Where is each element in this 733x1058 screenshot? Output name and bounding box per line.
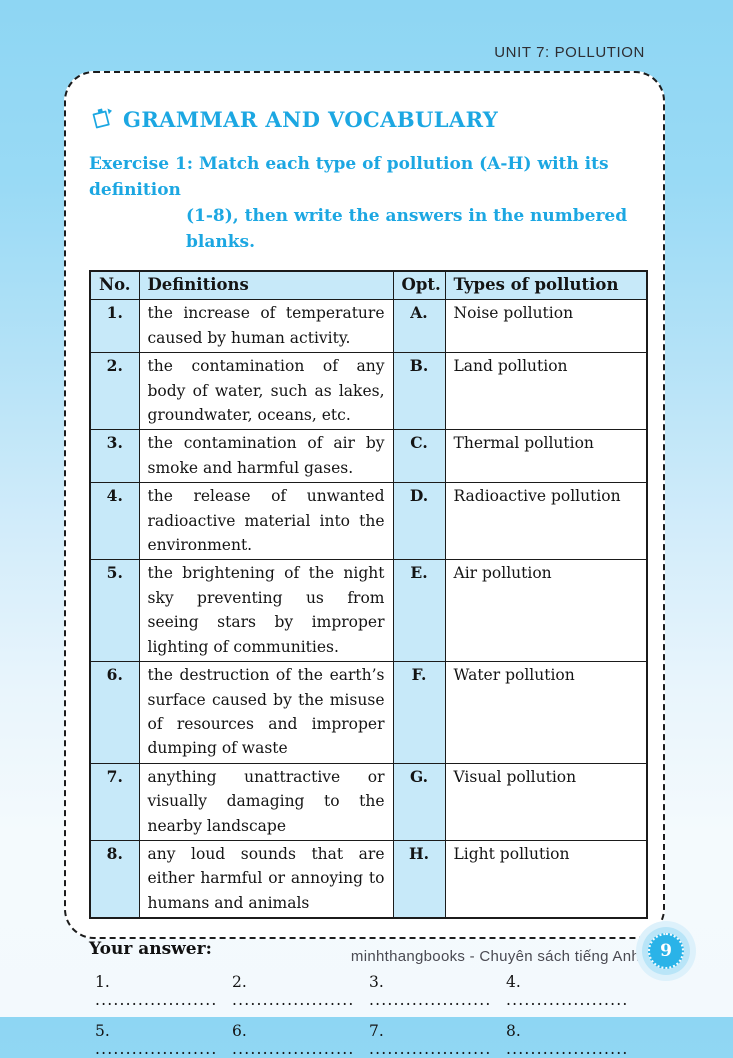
- table-row: [90, 430, 647, 483]
- matching-table: [89, 270, 648, 919]
- exercise-instruction-line1: Exercise 1: Match each type of pollution (A-H) with its definition: [89, 154, 609, 200]
- pollution-type-cell: Light pollution: [445, 840, 647, 918]
- header-opt: Opt.: [393, 271, 445, 300]
- row-number: 8.: [90, 840, 139, 918]
- definition-cell: anything unattractive or visually damaging to the nearby landscape: [139, 763, 393, 840]
- option-letter: G.: [393, 763, 445, 840]
- row-number: 5.: [90, 560, 139, 662]
- section-title: GRAMMAR AND VOCABULARY: [123, 107, 499, 132]
- answer-number: 2.: [232, 973, 247, 992]
- pollution-type-cell: Noise pollution: [445, 300, 647, 353]
- option-letter: B.: [393, 353, 445, 430]
- definition-cell: the brightening of the night sky preventing us from seeing stars by improper lighting of communities.: [139, 560, 393, 662]
- pollution-type-cell: Radioactive pollution: [445, 483, 647, 560]
- section-title-row: [89, 105, 643, 134]
- option-letter: F.: [393, 662, 445, 764]
- answer-dotted-line: ....................: [232, 991, 355, 1010]
- table-row: [90, 560, 647, 662]
- page-number-badge: 9: [648, 933, 684, 969]
- exercise-instructions: [89, 151, 643, 255]
- answer-dotted-line: ....................: [506, 991, 629, 1010]
- publisher-footer: minhthangbooks - Chuyên sách tiếng Anh: [350, 948, 640, 965]
- pollution-type-cell: Water pollution: [445, 662, 647, 764]
- option-letter: E.: [393, 560, 445, 662]
- answer-blank-2: [232, 973, 369, 1009]
- header-types: Types of pollution: [445, 271, 647, 300]
- definition-cell: the contamination of air by smoke and harmful gases.: [139, 430, 393, 483]
- unit-header: UNIT 7: POLLUTION: [494, 44, 645, 61]
- answer-number: 4.: [506, 973, 521, 992]
- table-row: [90, 840, 647, 918]
- answer-blank-4: [506, 973, 643, 1009]
- answer-dotted-line: ....................: [369, 991, 492, 1010]
- header-no: No.: [90, 271, 139, 300]
- row-number: 2.: [90, 353, 139, 430]
- answer-blank-3: [369, 973, 506, 1009]
- table-header-row: [90, 271, 647, 300]
- definition-cell: any loud sounds that are either harmful or annoying to humans and animals: [139, 840, 393, 918]
- definition-cell: the destruction of the earth’s surface caused by the misuse of resources and improper dumping of waste: [139, 662, 393, 764]
- pollution-type-cell: Land pollution: [445, 353, 647, 430]
- table-row: [90, 662, 647, 764]
- answer-number: 5.: [95, 1022, 110, 1041]
- pollution-type-cell: Air pollution: [445, 560, 647, 662]
- answer-blank-5: [95, 1022, 232, 1058]
- table-row: [90, 300, 647, 353]
- row-number: 3.: [90, 430, 139, 483]
- row-number: 7.: [90, 763, 139, 840]
- answer-dotted-line: ....................: [506, 1040, 629, 1058]
- row-number: 6.: [90, 662, 139, 764]
- answer-blank-6: [232, 1022, 369, 1058]
- definition-cell: the release of unwanted radioactive material into the environment.: [139, 483, 393, 560]
- table-row: [90, 483, 647, 560]
- answer-number: 3.: [369, 973, 384, 992]
- answer-blank-7: [369, 1022, 506, 1058]
- option-letter: D.: [393, 483, 445, 560]
- answer-dotted-line: ....................: [369, 1040, 492, 1058]
- answer-blanks: [95, 973, 643, 1058]
- table-row: [90, 763, 647, 840]
- answer-number: 1.: [95, 973, 110, 992]
- pollution-type-cell: Visual pollution: [445, 763, 647, 840]
- option-letter: A.: [393, 300, 445, 353]
- answer-dotted-line: ....................: [95, 991, 218, 1010]
- answer-number: 7.: [369, 1022, 384, 1041]
- your-answer-label: Your answer:: [89, 939, 212, 960]
- answer-blank-1: [95, 973, 232, 1009]
- table-row: [90, 353, 647, 430]
- row-number: 4.: [90, 483, 139, 560]
- option-letter: H.: [393, 840, 445, 918]
- answer-dotted-line: ....................: [232, 1040, 355, 1058]
- row-number: 1.: [90, 300, 139, 353]
- answer-dotted-line: ....................: [95, 1040, 218, 1058]
- answer-number: 8.: [506, 1022, 521, 1041]
- answer-blank-8: [506, 1022, 643, 1058]
- pollution-type-cell: Thermal pollution: [445, 430, 647, 483]
- header-definitions: Definitions: [139, 271, 393, 300]
- exercise-instruction-line2: (1-8), then write the answers in the numbered blanks.: [186, 206, 628, 252]
- memo-icon: [89, 107, 114, 134]
- answer-number: 6.: [232, 1022, 247, 1041]
- option-letter: C.: [393, 430, 445, 483]
- definition-cell: the contamination of any body of water, such as lakes, groundwater, oceans, etc.: [139, 353, 393, 430]
- definition-cell: the increase of temperature caused by human activity.: [139, 300, 393, 353]
